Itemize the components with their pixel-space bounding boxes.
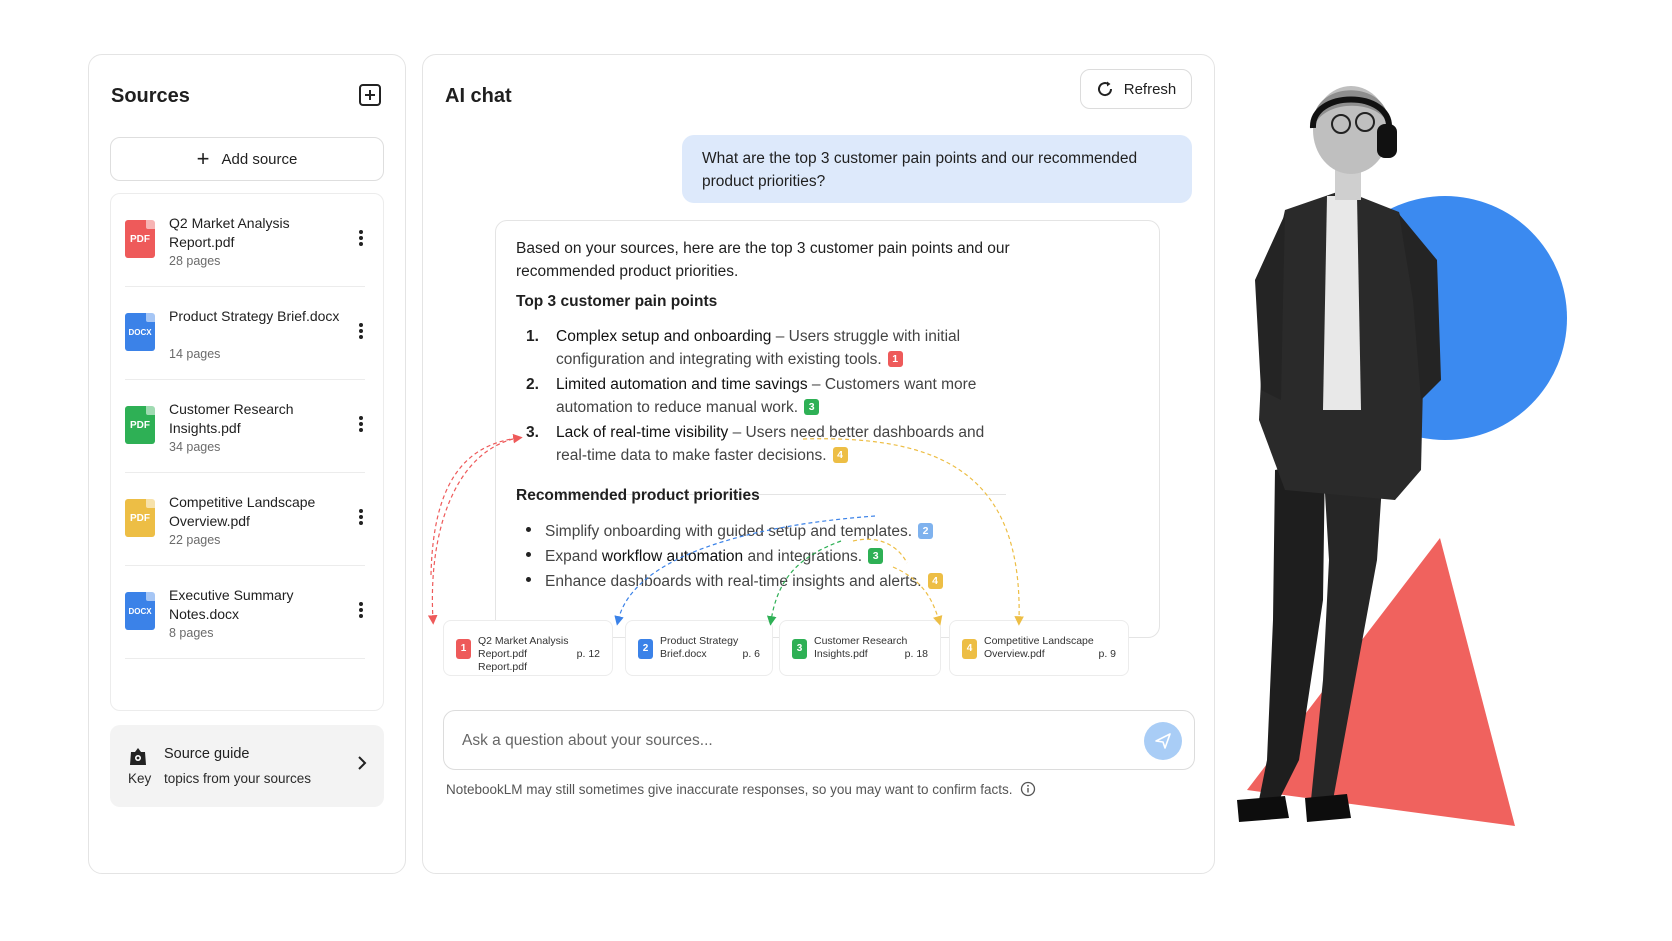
source-name: Executive Summary Notes.docx bbox=[169, 587, 294, 622]
pdf-file-icon: PDF bbox=[125, 220, 155, 258]
ask-input-box[interactable] bbox=[443, 710, 1195, 770]
source-item[interactable] bbox=[125, 287, 365, 380]
send-icon bbox=[1154, 732, 1172, 750]
chevron-right-icon bbox=[356, 755, 368, 771]
pain-point-title: Lack of real-time visibility bbox=[556, 424, 729, 441]
citation-line-2: Overview.pdf bbox=[984, 648, 1045, 660]
source-name: Competitive Landscape Overview.pdf bbox=[169, 494, 316, 529]
source-item[interactable] bbox=[125, 566, 365, 659]
decorative-illustration bbox=[1215, 0, 1672, 941]
more-vertical-icon[interactable] bbox=[353, 414, 369, 434]
citation-page: p. 9 bbox=[1098, 648, 1116, 660]
docx-file-icon: DOCX bbox=[125, 592, 155, 630]
bullet bbox=[526, 577, 531, 582]
citation-line-2: Insights.pdf bbox=[814, 648, 868, 660]
citation-line-2: Brief.docx bbox=[660, 648, 707, 660]
docx-file-icon: DOCX bbox=[125, 313, 155, 351]
source-name: Customer Research Insights.pdf bbox=[169, 401, 294, 436]
pain-point-text: – Users struggle with initial configuration and integrating with existing tools. bbox=[556, 328, 961, 368]
citation-page: p. 6 bbox=[742, 648, 760, 660]
pain-point-number: 1. bbox=[526, 328, 539, 345]
pain-point-item bbox=[526, 373, 996, 419]
chat-title: AI chat bbox=[445, 85, 512, 107]
citation-number: 3 bbox=[792, 639, 807, 659]
citation-source-name bbox=[814, 635, 907, 661]
pain-point-text: – Customers want more automation to reduce manual work. bbox=[556, 376, 977, 416]
citation-page: p. 12 bbox=[576, 648, 600, 660]
more-vertical-icon[interactable] bbox=[353, 228, 369, 248]
pain-point-number: 3. bbox=[526, 424, 539, 441]
source-pages: 14 pages bbox=[169, 347, 221, 361]
citation-line-1: Q2 Market Analysis Report.pdf bbox=[478, 635, 569, 660]
bullet bbox=[526, 527, 531, 532]
priority-item bbox=[526, 545, 883, 568]
info-icon[interactable] bbox=[1020, 781, 1036, 797]
pdf-file-icon: PDF bbox=[125, 406, 155, 444]
citation-badge[interactable]: 4 bbox=[833, 447, 848, 463]
citation-number: 2 bbox=[638, 639, 653, 659]
citation-card[interactable] bbox=[443, 620, 613, 676]
disclaimer bbox=[446, 781, 1036, 797]
source-name: Q2 Market Analysis Report.pdf bbox=[169, 215, 290, 250]
refresh-button[interactable] bbox=[1080, 69, 1192, 109]
citation-line-1: Product Strategy bbox=[660, 635, 739, 647]
source-guide-subtitle: topics from your sources bbox=[164, 771, 312, 786]
citation-page: p. 18 bbox=[904, 648, 928, 660]
sources-header bbox=[111, 79, 383, 113]
priority-bold: workflow automation bbox=[601, 548, 744, 565]
citation-card[interactable] bbox=[625, 620, 773, 676]
source-pages: 28 pages bbox=[169, 254, 221, 268]
priority-text: Simplify onboarding with guided setup and templates. bbox=[545, 523, 913, 540]
pain-point-title: Limited automation and time savings bbox=[556, 376, 808, 393]
more-vertical-icon[interactable] bbox=[353, 600, 369, 620]
source-list bbox=[110, 193, 384, 711]
citation-number: 1 bbox=[456, 639, 471, 659]
add-source-button[interactable] bbox=[110, 137, 384, 181]
source-pages: 8 pages bbox=[169, 626, 214, 640]
more-vertical-icon[interactable] bbox=[353, 507, 369, 527]
citation-badge[interactable]: 3 bbox=[868, 548, 883, 564]
citation-source-name bbox=[660, 635, 738, 661]
sources-title: Sources bbox=[111, 85, 190, 107]
citation-line-1: Competitive Landscape bbox=[984, 635, 1094, 647]
answer-intro: Based on your sources, here are the top 3 customer pain points and our recommended product priorities. bbox=[516, 240, 1010, 280]
pain-point-item bbox=[526, 325, 996, 371]
source-item[interactable] bbox=[125, 473, 365, 566]
priority-text: Expand bbox=[545, 548, 602, 565]
plus-icon: + bbox=[196, 146, 210, 171]
priorities-title: Recommended product priorities bbox=[516, 487, 760, 504]
citation-badge[interactable]: 1 bbox=[888, 351, 903, 367]
priority-item bbox=[526, 570, 943, 593]
source-guide-title: Source guide bbox=[164, 746, 250, 762]
source-pages: 22 pages bbox=[169, 533, 221, 547]
pain-point-item bbox=[526, 421, 996, 467]
priority-item bbox=[526, 520, 933, 543]
refresh-label: Refresh bbox=[1123, 80, 1177, 98]
pain-point-text: – Users need better dashboards and real-time data to make faster decisions. bbox=[556, 424, 985, 464]
priority-text-post: and integrations. bbox=[743, 548, 863, 565]
priority-text: Enhance dashboards with real-time insights and alerts. bbox=[545, 573, 922, 590]
source-name: Product Strategy Brief.docx bbox=[169, 308, 340, 324]
sources-panel bbox=[88, 54, 406, 874]
pdf-file-icon: PDF bbox=[125, 499, 155, 537]
citation-number: 4 bbox=[962, 639, 977, 659]
source-guide-icon bbox=[128, 747, 148, 767]
ai-answer-card bbox=[495, 220, 1160, 638]
chat-panel bbox=[422, 54, 1215, 874]
citation-badge[interactable]: 2 bbox=[918, 523, 933, 539]
citation-card[interactable] bbox=[949, 620, 1129, 676]
citation-source-name bbox=[984, 635, 1094, 661]
disclaimer-text: NotebookLM may still sometimes give inaccurate responses, so you may want to confirm facts. bbox=[446, 781, 1013, 797]
pain-point-number: 2. bbox=[526, 376, 539, 393]
citation-line-2: Report.pdf bbox=[478, 661, 528, 673]
refresh-icon bbox=[1096, 80, 1114, 98]
add-square-icon[interactable] bbox=[357, 82, 383, 108]
add-source-label: Add source bbox=[221, 150, 298, 168]
more-vertical-icon[interactable] bbox=[353, 321, 369, 341]
source-item[interactable] bbox=[125, 194, 365, 287]
citation-card[interactable] bbox=[779, 620, 941, 676]
citation-line-1: Customer Research bbox=[814, 635, 908, 647]
user-message-bubble: What are the top 3 customer pain points and our recommended product priorities? bbox=[682, 135, 1192, 203]
source-guide-card[interactable] bbox=[110, 725, 384, 807]
send-button[interactable] bbox=[1144, 722, 1182, 760]
citation-badge[interactable]: 4 bbox=[928, 573, 943, 589]
bullet bbox=[526, 552, 531, 557]
pain-point-title: Complex setup and onboarding bbox=[556, 328, 772, 345]
source-pages: 34 pages bbox=[169, 440, 221, 454]
citation-badge[interactable]: 3 bbox=[804, 399, 819, 415]
source-guide-key: Key bbox=[128, 771, 152, 786]
pain-points-title: Top 3 customer pain points bbox=[516, 293, 718, 310]
source-item[interactable] bbox=[125, 380, 365, 473]
ask-input[interactable] bbox=[462, 729, 1062, 753]
